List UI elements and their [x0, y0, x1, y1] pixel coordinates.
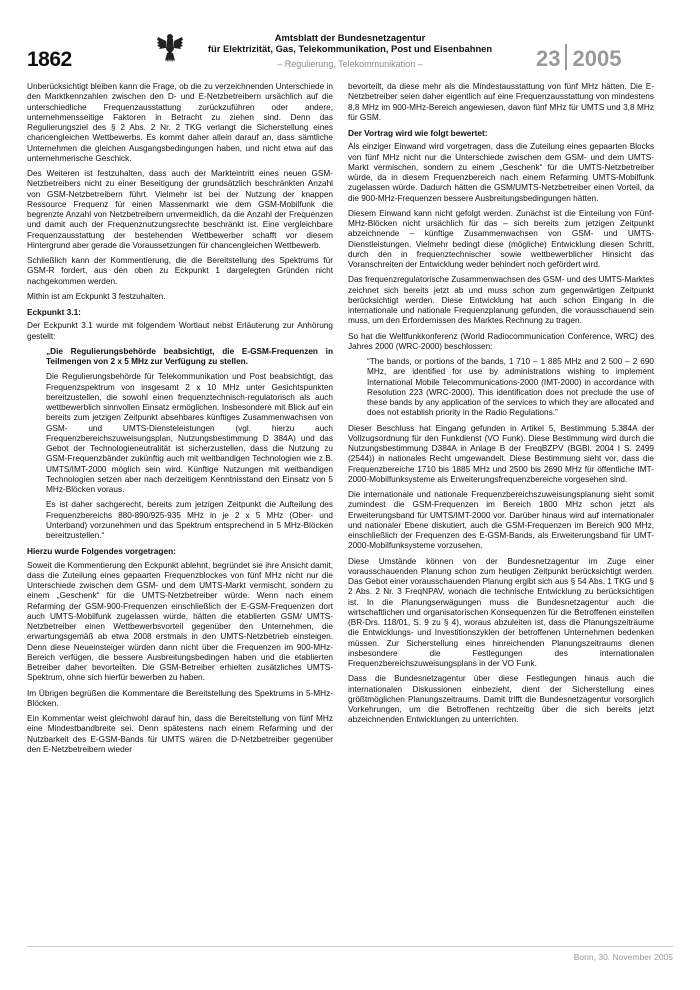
- paragraph: Mithin ist am Eckpunkt 3 festzuhalten.: [27, 291, 166, 301]
- footer-divider: [27, 946, 673, 947]
- page-number: 1862: [27, 48, 72, 71]
- paragraph: Diesem Einwand kann nicht gefolgt werden. Zunächst ist die Einteilung von Fünf-MHz-Blöcken nicht ursächlich für das – sich bereits zum jetzigen Zeitpunkt abzeichnende – künftige Zusammenwachsen von GSM- und UMTS-Dienstleistungen. Vielmehr bedingt diese (mögliche) Entwicklung diesen Schritt, durch den in frequenztechnischer sowie wettbewerblicher Hinsicht das Voranschreiten der Entwicklung weder behindert noch gefördert wird.: [348, 208, 654, 269]
- paragraph: So hat die Weltfunkkonferenz (World Radiocommunication Conference, WRC) des Jahres 2000 (WRC-2000) beschlossen:: [348, 331, 654, 351]
- section-heading: Der Vortrag wird wie folgt bewertet:: [348, 128, 488, 138]
- paragraph: Im Übrigen begrüßen die Kommentare die Bereitstellung des Spektrums in 5-MHz-Blöcken.: [27, 688, 333, 708]
- quote-bold-lead: „Die Regulierungsbehörde beabsichtigt, die E-GSM-Frequenzen in Teilmengen von 2 x 5 MHz zur Verfügung zu stellen.: [46, 346, 333, 366]
- issue-year: 2005: [572, 46, 622, 71]
- paragraph: Des Weiteren ist festzuhalten, dass auch der Markteintritt eines neuen GSM-Netzbetreibers nicht zu einer Beseitigung der grundsätzlich beschränkten Anzahl von GSM-Netzbetreibern führt. Vielmehr ist bei der Nutzung der knappen Ressource Frequenz für einen Massenmarkt wie dem GSM-Mobilfunk die begrenzte Anzahl von Netzbetreibern unvermeidlich, da die Anzahl der Frequenzen und damit auch der Frequenznutzungsrechte beschränkt ist. Eine vergleichbare Frequenzausstattung der bestehenden Wettbewerber schafft vor diesem Hintergrund aber gerade die Voraussetzungen für chancengleichen Wettbewerb.: [27, 169, 333, 250]
- paragraph: Diese Umstände können von der Bundesnetzagentur im Zuge einer vorausschauenden Planung schon zum heutigen Zeitpunkt berücksichtigt werden. Das Gebot einer vorausschauenden Planung ergibt sich aus § 54 Abs. 1 TKG und § 2 Abs. 2 Nr. 3 FreqNPAV, wonach die technische Entwicklung zu berücksichtigen ist. In die Planungserwägungen muss die Bundesnetzagentur auch die wirtschaftlichen und organisatorischen Konsequenzen für die Betroffenen einstellen (BR-Drs. 118/01, S. 9 zu § 4), woraus abzuleiten ist, dass die Planungszeiträume die Entwicklungs- und Investitionszyklen der betroffenen Unternehmen bedenken müssen. Zur Sicherstellung eines hinreichenden Planungszeitraums dienen insbesondere die Festlegungen des internationalen Frequenzbereichszuweisungsplans in der VO Funk.: [348, 556, 654, 668]
- paragraph: Soweit die Kommentierung den Eckpunkt ablehnt, begründet sie ihre Ansicht damit, dass die Zuteilung eines gepaarten Frequenzblockes von fünf MHz nicht nur die Unterschiede zwischen dem GSM- und dem UMTS-Markt vermischt, sondern zu einem „Geschenk“ für die UMTS-Netzbetreiber würde. Wenn nach einem Refarming der GSM-900-Frequenzen einschließlich der E-GSM-Frequenzen dort auch UMTS-Mobilfunk zugelassen würde, hätten die etablierten GSM/ UMTS-Netzbetreiber einen Wettbewerbsvorteil gegenüber den Unternehmen, die erwartungsgemäß ab etwa 2008 erstmals in den UMTS-Netzbetrieb einsteigen. Denn diese Neueinsteiger würden dann nicht über die Frequenzen im 900-MHz-Bereich verfügen, die bessere Ausbreitungsbedingen haben und die etablierten Betreiber daher bevorteilten. Die GSM-Betreiber erhielten zusätzliches UMTS-Spektrum, ohne sich hierfür bewerben zu haben.: [27, 560, 333, 683]
- paragraph: Ein Kommentar weist gleichwohl darauf hin, dass die Bereitstellung von fünf MHz eine Mindestbandbreite sei. Denn spätestens nach einem Refarming und der Nutzbarkeit des E-GSM-Bands für UMTS wären die D-Netzbetreiber gegenüber den E-Netzbetreibern wieder: [27, 714, 333, 754]
- wrc-quote: “The bands, or portions of the bands, 1 710 – 1 885 MHz and 2 500 – 2 690 MHz, are identified for use by administrations wishing to implement International Mobile Telecommunications-2000 (IMT-2000) in accordance with Resolution 223 (WRC-2000). This identification does not preclude the use of these bands by any application of the services to which they are allocated and does not establish priority in the Radio Regulations.”: [367, 357, 654, 418]
- left-column: [27, 82, 333, 760]
- issue-info: [536, 44, 621, 72]
- issue-number: 23: [536, 46, 561, 71]
- quote-paragraph: Es ist daher sachgerecht, bereits zum jetzigen Zeitpunkt die Aufteilung des Frequenzbereichs 880-890/925-935 MHz in je 2 x 5 MHz (Ober- und Unterband) vorzunehmen und das Spektrum entsprechend in 5 MHz-Blöcken bereitzustellen.“: [46, 500, 333, 540]
- paragraph: Dieser Beschluss hat Eingang gefunden in Artikel 5, Bestimmung 5.384A der Vollzugsordnung für den Funkdienst (VO Funk). Diese Bestimmung wird durch die Nutzungsbestimmung D384A in Anlage B der FreqBZPV (BGBl. 2004 I S. 2499 (2544)) in nationales Recht umgewandelt. Diese Bestimmung sieht vor, dass die Frequenzbereiche 1710 bis 1885 MHz und 2500 bis 2690 MHz für öffentliche IMT-2000-Mobilfunksysteme als Erweiterungsfrequenzbereiche vorgesehen sind.: [348, 423, 654, 484]
- quoted-key-point: [46, 347, 333, 542]
- gazette-title-line2: für Elektrizität, Gas, Telekommunikation, Post und Eisenbahnen: [207, 43, 493, 55]
- section-heading: Hierzu wurde Folgendes vorgetragen:: [27, 546, 176, 557]
- gazette-title: [175, 32, 525, 55]
- quote-paragraph: Die Regulierungsbehörde für Telekommunikation und Post beabsichtigt, das Frequenzspektrum von insgesamt 2 x 10 MHz unter Gesichtspunkten bereitzustellen, die sowohl einen frequenztechnisch-regulatorisch als auch wettbewerblich sinnvollen Einsatz ermöglichen. Insbesondere mit Blick auf ein bereits zum jetzigen Zeitpunkt absehbares künftiges Zusammenwachsen von GSM- und UMTS-Diensteleistungen (vgl. hierzu auch Frequenzbereichszuweisungsplan, Nutzungsbestimmung D 384A) und das Gebot der Technologieneutralität ist sicherzustellen, dass die Nutzung zu GSM-Frequenzbänder zukünftig auch mit weitbandigen Technologien wie z.B. UMTS/IMT-2000 möglich sein wird. Künftige Nutzungen mit weitbandigen Technologien setzen aber nach derzeitigem Kenntnisstand den Einsatz von 5 MHz-Blöcken voraus.: [46, 372, 333, 494]
- paragraph: Schließlich kann der Kommentierung, die die Bereitstellung des Spektrums für GSM-R fordert, aus den oben zu Eckpunkt 1 dargelegten Gründen nicht nachgekommen werden.: [27, 256, 333, 286]
- gazette-title-line1: Amtsblatt der Bundesnetzagentur: [274, 32, 426, 43]
- section-heading: Eckpunkt 3.1:: [27, 307, 81, 317]
- paragraph: Dass die Bundesnetzagentur über diese Festlegungen hinaus auch die internationalen Diskussionen einbezieht, dient der Sicherstellung eines größtmöglichen Planungszeitraums. Damit trifft die Bundesnetzagentur vorsorglich Vorkehrungen, um die Betroffenen rechtzeitig über die sich bereits jetzt abzeichnenden Entwicklungen zu unterrichten.: [348, 674, 654, 725]
- paragraph: Das frequenzregulatorische Zusammenwachsen des GSM- und des UMTS-Marktes zeichnet sich bereits jetzt ab und muss schon zum gegenwärtigen Zeitpunkt berücksichtigt werden. Diese Entwicklung hat auch schon Eingang in die internationale und nationale Frequenzplanung gefunden, die vorausschauend sein muss, um den Erfordernissen des Marktes Rechnung zu tragen.: [348, 275, 654, 326]
- gazette-subtitle: – Regulierung, Telekommunikation –: [277, 59, 423, 69]
- paragraph: Als einziger Einwand wird vorgetragen, dass die Zuteilung eines gepaarten Blocks von fünf MHz nicht nur die Unterschiede zwischen dem GSM- und dem UMTS-Markt vermischen, sondern zu einem „Geschenk“ für die UMTS-Netzbetreiber würde, da in diesem Frequenzbereich nach einem Refarming UMTS-Mobilfunk zugelassen würde. Dadurch hätten die GSM/UMTS-Netzbetreiber einen Vorteil, da die 900-MHz-Frequenzen bessere Ausbreitungsbedingungen hätten.: [348, 142, 654, 203]
- footer-date: Bonn, 30. November 2005: [573, 952, 673, 962]
- paragraph: bevorteilt, da diese mehr als die Mindestausstattung von fünf MHz hätten. Die E-Netzbetreiber seien daher eigentlich auf eine Frequenzausstattung von mindestens 8,8 MHz im 900-MHz-Bereich angewiesen, davon fünf MHz für UMTS und 3,8 MHz für GSM.: [348, 82, 654, 122]
- paragraph: Der Eckpunkt 3.1 wurde mit folgendem Wortlaut nebst Erläuterung zur Anhörung gestellt:: [27, 321, 333, 341]
- issue-separator: [565, 44, 567, 70]
- right-column: [348, 82, 654, 731]
- paragraph: Unberücksichtigt bleiben kann die Frage, ob die zu verzeichnenden Unterschiede in den Marktkennzahlen zwischen den D- und E-Netzbetreibern ursächlich auf die unterschiedliche Frequenzausstattung zurückzuführen oder andere, unternehmensseitige Faktoren in Betracht zu ziehen sind. Denn das Regulierungsziel des § 2 Abs. 2 Nr. 2 TKG verlangt die Sicherstellung eines chancengleichen Wettbewerbs. Es kommt daher allein darauf an, dass sämtliche Unternehmen die gleichen Ausgangsbedingungen haben, und nicht etwa auf das unternehmerische Geschick.: [27, 82, 333, 163]
- paragraph: Die internationale und nationale Frequenzbereichszuweisungsplanung sieht somit zumindest die GSM-Frequenzen im Bereich 1800 MHz schon jetzt als Erweiterungsband für UMTS/IMT-2000 vor. Darüber hinaus wird auf internationaler und nationaler Ebene diskutiert, auch die GSM-Frequenzen im Bereich 900 MHz, einschließlich der Frequenzen des E-GSM-Bands, als Erweiterungsband für UMT-2000-Mobilfunksysteme vorzusehen.: [348, 490, 654, 551]
